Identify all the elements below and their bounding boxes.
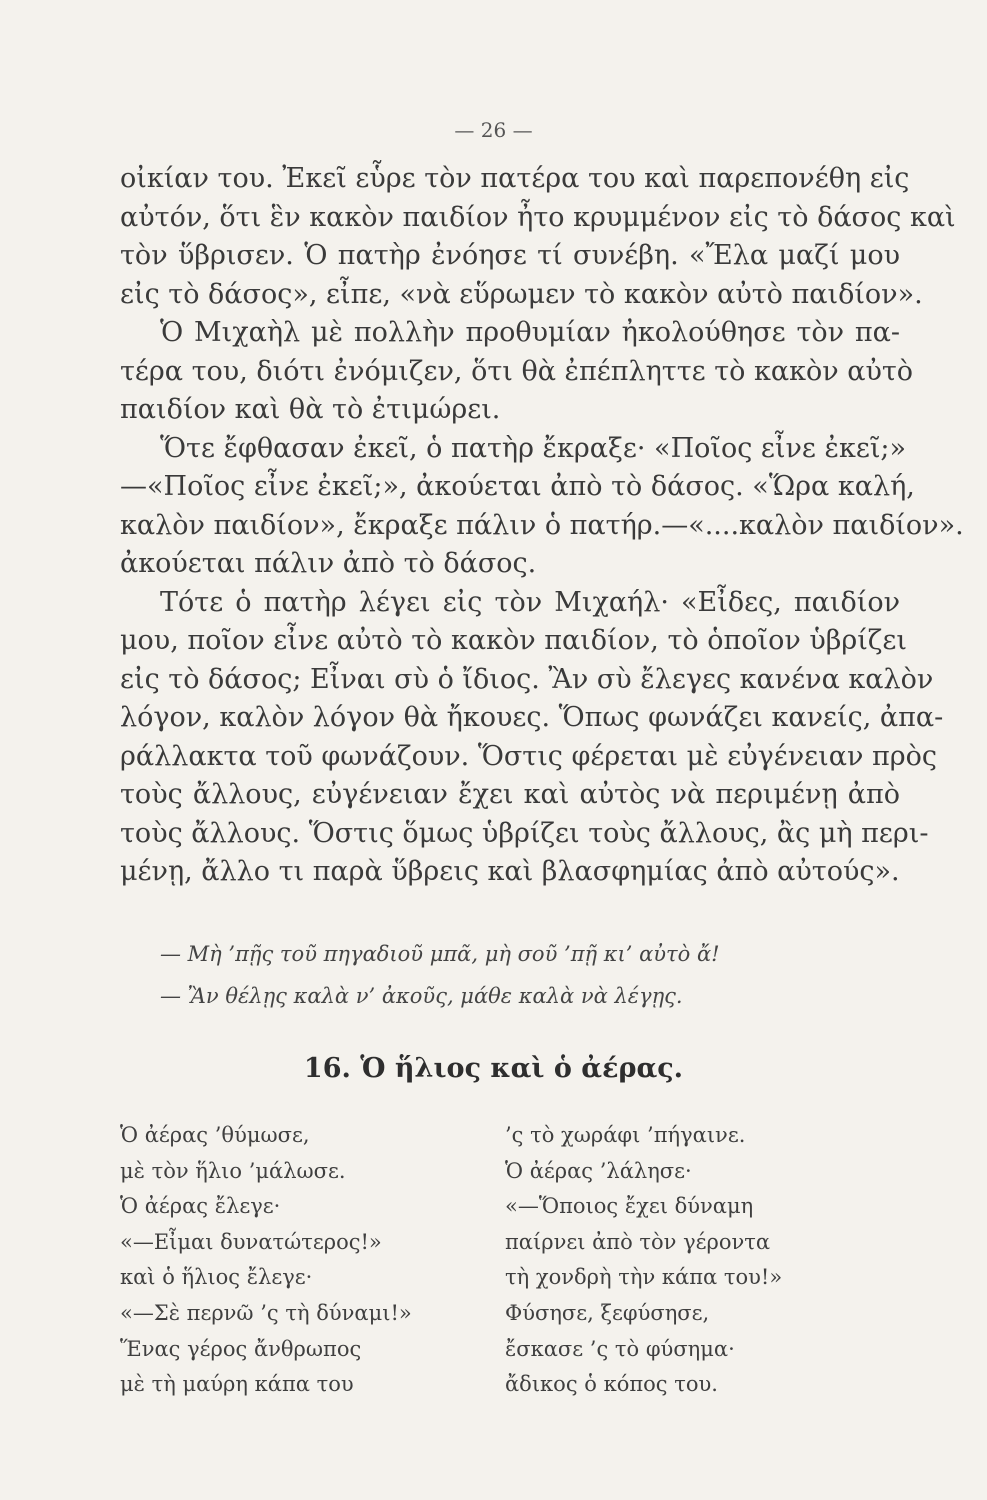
proverb: — Ἂν θέλῃς καλὰ ν’ ἀκοῦς, μάθε καλὰ νὰ λέγῃς. — [160, 984, 683, 1008]
prose-line: τέρα του, διότι ἐνόμιζεν, ὅτι θὰ ἐπέπληττε τὸ κακὸν αὐτὸ — [120, 355, 914, 387]
poem-title: 16. Ὁ ἥλιος καὶ ὁ ἀέρας. — [303, 1053, 684, 1084]
poem-line: Ἕνας γέρος ἄνθρωπος — [120, 1336, 362, 1361]
prose-line: τὸν ὕβρισεν. Ὁ πατὴρ ἐνόησε τί συνέβη. «Ἔλα μαζί μου — [120, 240, 900, 271]
prose-line: τοὺς ἄλλους. Ὅστις ὅμως ὑβρίζει τοὺς ἄλλους, ἂς μὴ περι- — [120, 817, 929, 849]
poem-line: Φύσησε, ξεφύσησε, — [505, 1300, 710, 1325]
poem-line: Ὁ ἀέρας ἔλεγε· — [120, 1194, 281, 1219]
poem-line: «—Εἶμαι δυνατώτερος!» — [120, 1229, 382, 1254]
prose-line: Ὅτε ἔφθασαν ἐκεῖ, ὁ πατὴρ ἔκραξε· «Ποῖος εἶνε ἐκεῖ;» — [160, 432, 907, 464]
poem-line: τὴ χονδρὴ τὴν κάπα του!» — [505, 1265, 783, 1290]
prose-line: —«Ποῖος εἶνε ἐκεῖ;», ἀκούεται ἀπὸ τὸ δάσος. «Ὥρα καλή, — [120, 471, 915, 502]
prose-line: Ὁ Μιχαὴλ μὲ πολλὴν προθυμίαν ἠκολούθησε τὸν πα- — [160, 317, 900, 348]
prose-line: παιδίον καὶ θὰ τὸ ἐτιμώρει. — [120, 394, 501, 425]
prose-line: οἰκίαν του. Ἐκεῖ εὗρε τὸν πατέρα του καὶ παρεπονέθη εἰς — [120, 163, 910, 194]
prose-line: λόγον, καλὸν λόγον θὰ ἤκουες. Ὅπως φωνάζει κανείς, ἀπα- — [120, 702, 944, 733]
prose-line: ράλλακτα τοῦ φωνάζουν. Ὅστις φέρεται μὲ εὐγένειαν πρὸς — [120, 740, 937, 772]
poem-line: «—Ὅποιος ἔχει δύναμη — [505, 1194, 754, 1219]
poem-line: Ὁ ἀέρας ’θύμωσε, — [120, 1123, 310, 1147]
poem-line: καὶ ὁ ἥλιος ἔλεγε· — [120, 1265, 313, 1290]
poem-line: ἔσκασε ’ς τὸ φύσημα· — [505, 1336, 735, 1361]
prose-line: μένῃ, ἄλλο τι παρὰ ὕβρεις καὶ βλασφημίας ἀπὸ αὐτούς». — [120, 856, 900, 887]
poem-line: μὲ τὴ μαύρη κάπα του — [120, 1372, 354, 1397]
prose-line: ἀκούεται πάλιν ἀπὸ τὸ δάσος. — [120, 548, 537, 579]
prose-line: Τότε ὁ πατὴρ λέγει εἰς τὸν Μιχαήλ· «Εἶδες, παιδίον — [160, 586, 900, 618]
poem-line: Ὁ ἀέρας ’λάλησε· — [505, 1158, 692, 1183]
poem-line: «—Σὲ περνῶ ’ς τὴ δύναμι!» — [120, 1300, 412, 1325]
poem-line: μὲ τὸν ἥλιο ’μάλωσε. — [120, 1158, 346, 1183]
poem-column-right — [505, 1118, 885, 1403]
prose-block — [120, 160, 964, 892]
poem-line: παίρνει ἀπὸ τὸν γέροντα — [505, 1229, 771, 1254]
poem-line: ’ς τὸ χωράφι ’πήγαινε. — [505, 1123, 746, 1147]
prose-line: αὐτόν, ὅτι ἓν κακὸν παιδίον ἦτο κρυμμένον εἰς τὸ δάσος καὶ — [120, 201, 956, 233]
poem-line: ἄδικος ὁ κόπος του. — [505, 1372, 718, 1397]
poem-column-left — [120, 1118, 500, 1403]
proverb: — Μὴ ’πῇς τοῦ πηγαδιοῦ μπᾶ, μὴ σοῦ ’πῇ κι’ αὐτὸ ἄ! — [160, 942, 720, 966]
prose-line: καλὸν παιδίον», ἔκραξε πάλιν ὁ πατήρ.—«....καλὸν παιδίον». — [120, 509, 964, 541]
prose-line: μου, ποῖον εἶνε αὐτὸ τὸ κακὸν παιδίον, τὸ ὁποῖον ὑβρίζει — [120, 625, 908, 656]
page-number: — 26 — — [454, 118, 533, 142]
prose-line: εἰς τὸ δάσος; Εἶναι σὺ ὁ ἴδιος. Ἂν σὺ ἔλεγες κανένα καλὸν — [120, 663, 934, 695]
prose-line: τοὺς ἄλλους, εὐγένειαν ἔχει καὶ αὐτὸς νὰ περιμένῃ ἀπὸ — [120, 779, 900, 810]
prose-line: εἰς τὸ δάσος», εἶπε, «νὰ εὕρωμεν τὸ κακὸν αὐτὸ παιδίον». — [120, 278, 923, 310]
